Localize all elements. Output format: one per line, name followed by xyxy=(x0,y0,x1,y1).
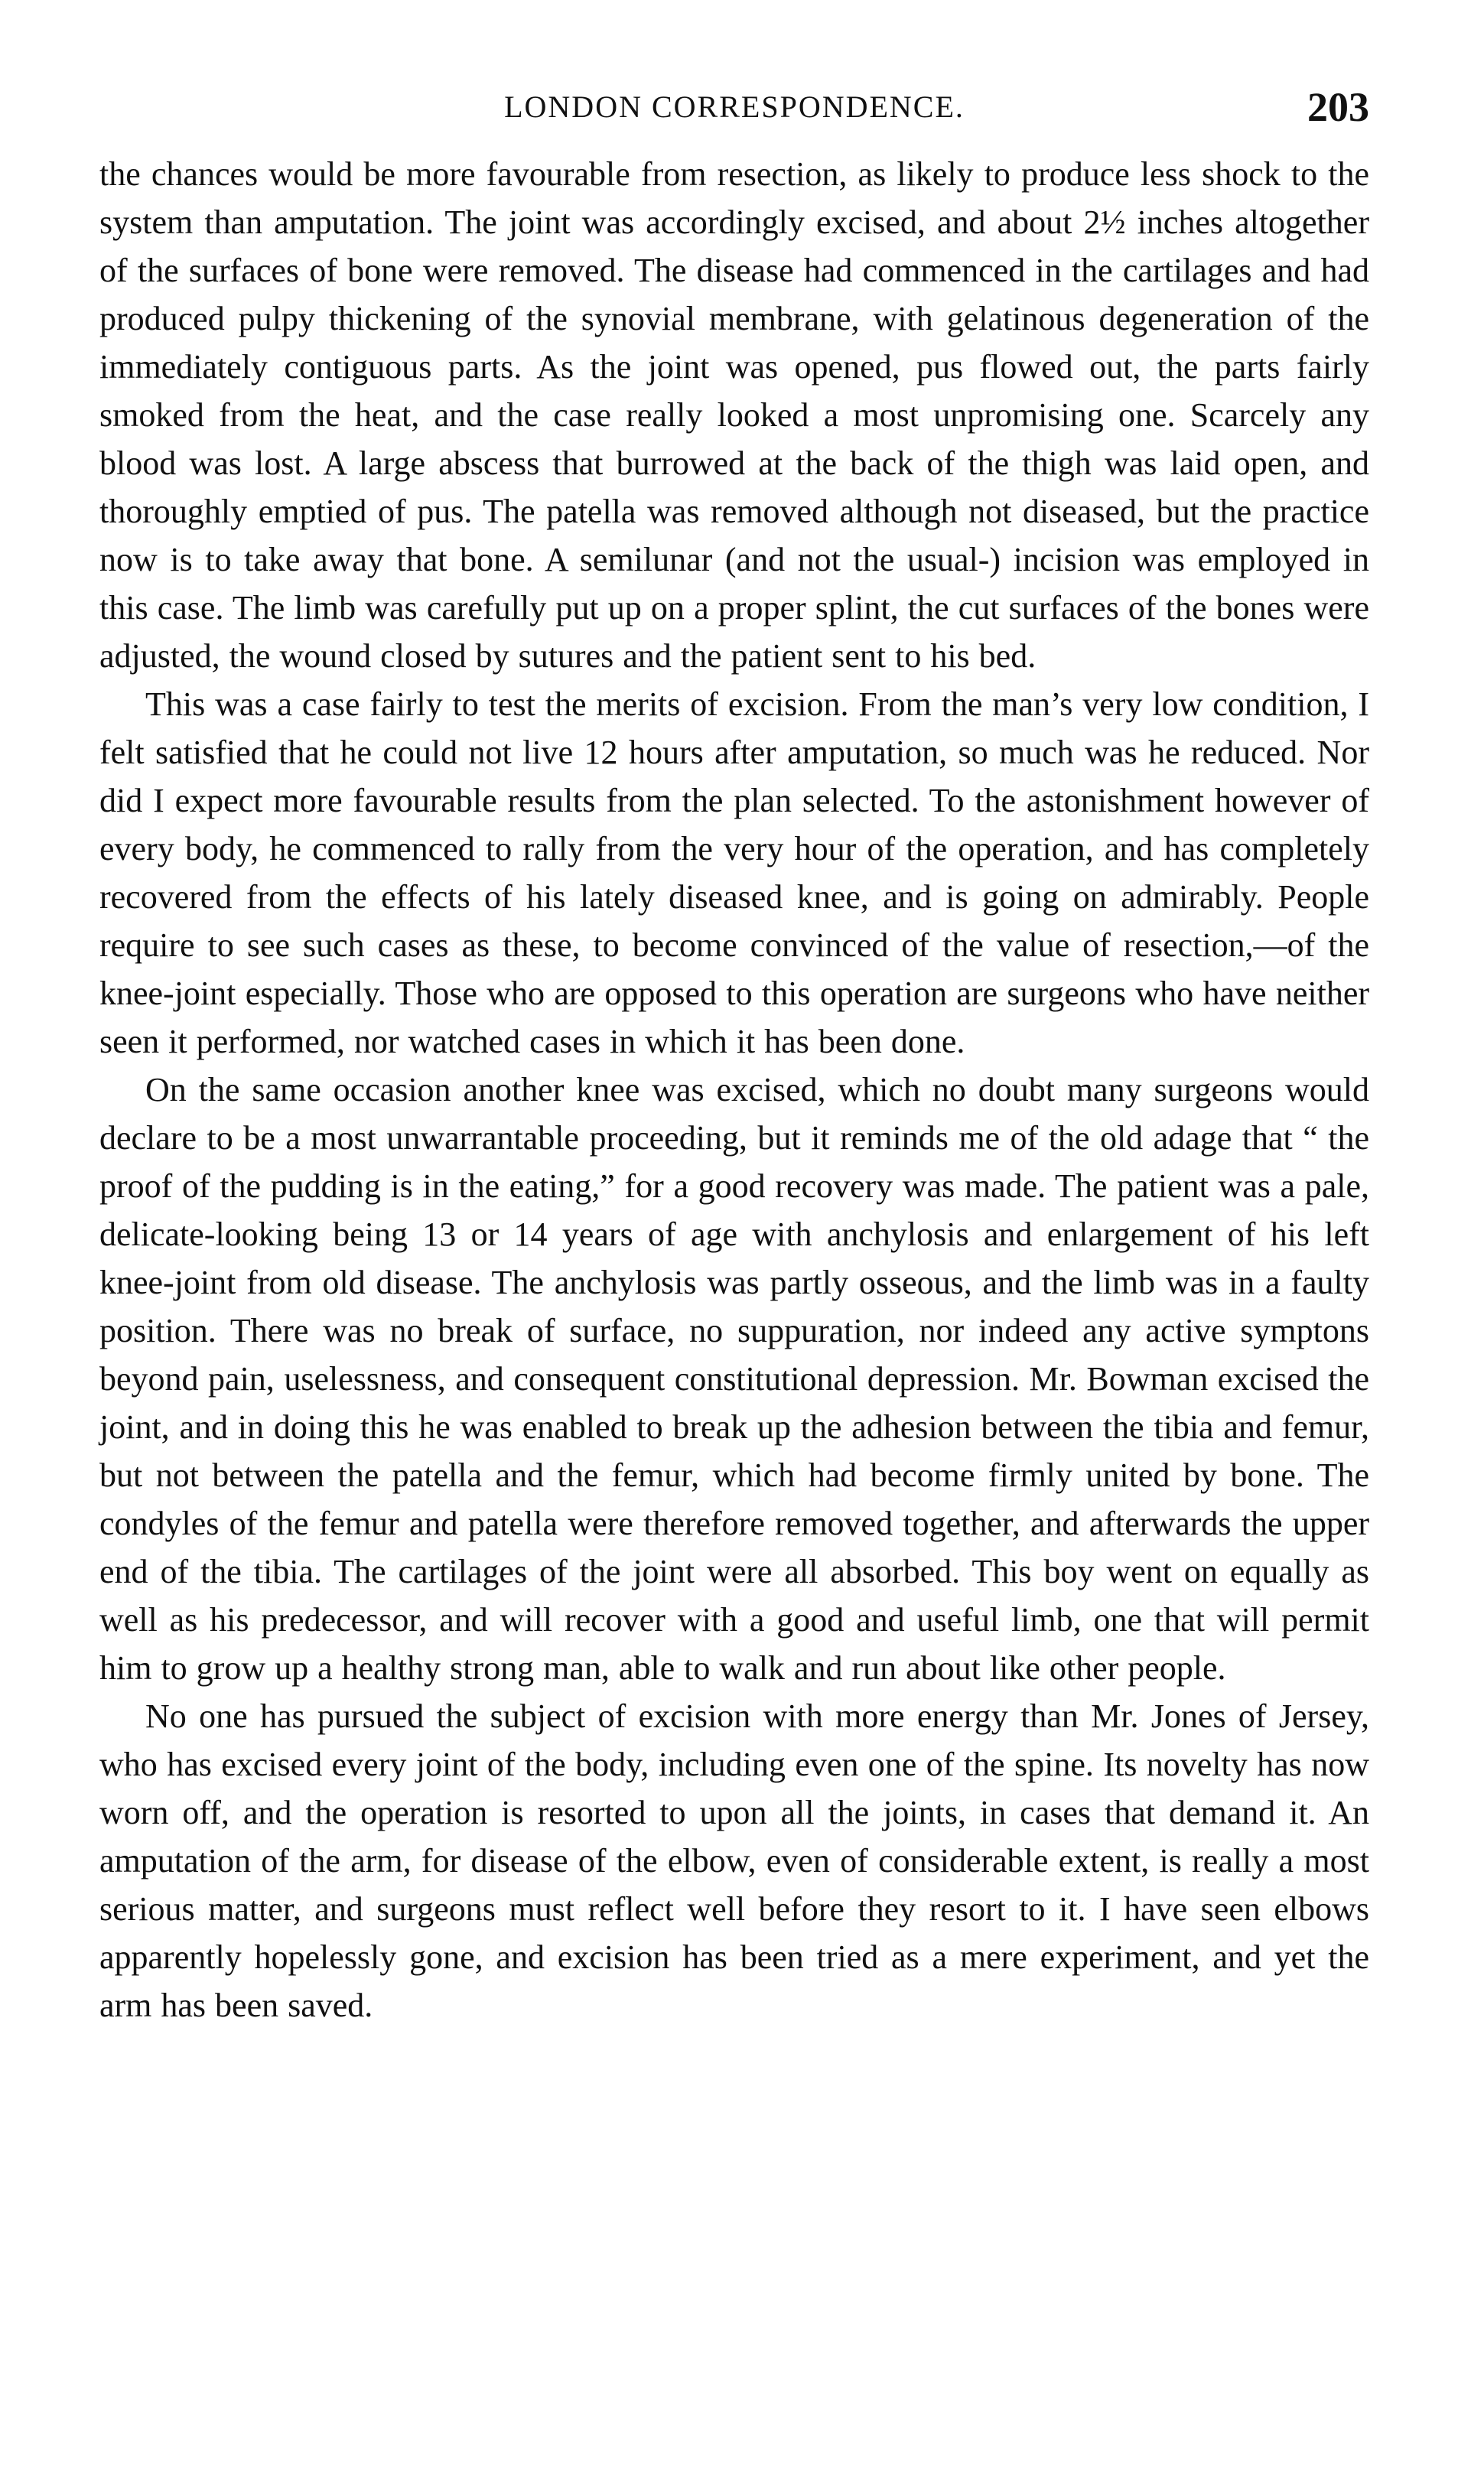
paragraph: No one has pursued the subject of excision with more energy than Mr. Jones of Jersey, who has excised every joint of the body, including even one of the spine. Its novelty has now worn off, and the operation is resorted to upon all the joints, in cases that demand it. An amputation of the arm, for disease of the elbow, even of considerable extent, is really a most serious matter, and surgeons must reflect well before they resort to it. I have seen elbows apparently hopelessly gone, and excision has been tried as a mere experiment, and yet the arm has been saved. xyxy=(99,1697,1369,2024)
running-title: LONDON CORRESPONDENCE. xyxy=(504,90,965,124)
page-number: 203 xyxy=(1307,84,1369,130)
paragraph-continued: the chances would be more favourable from resection, as likely to produce less shock to the system than amputation. The joint was accordingly excised, and about 2½ inches altogether of the surfaces of bone were removed. The disease had commenced in the cartilages and had produced pulpy thickening of the synovial membrane, with gelatinous degeneration of the immediately contiguous parts. As the joint was opened, pus flowed out, the parts fairly smoked from the heat, and the case really looked a most unpromising one. Scarcely any blood was lost. A large abscess that burrowed at the back of the thigh was laid open, and thoroughly emptied of pus. The patella was removed although not diseased, but the practice now is to take away that bone. A semilunar (and not the usual-) incision was employed in this case. The limb was carefully put up on a proper splint, the cut surfaces of the bones were adjusted, the wound closed by sutures and the patient sent to his bed. xyxy=(99,155,1369,675)
page-header xyxy=(99,76,1369,138)
paragraph: This was a case fairly to test the merits of excision. From the man’s very low condition, I felt satisfied that he could not live 12 hours after amputation, so much was he reduced. Nor did I expect more favourable results from the plan selected. To the astonishment however of every body, he commenced to rally from the very hour of the operation, and has completely recovered from the effects of his lately diseased knee, and is going on admirably. People require to see such cases as these, to become convinced of the value of resection,—of the knee-joint especially. Those who are opposed to this operation are surgeons who have neither seen it performed, nor watched cases in which it has been done. xyxy=(99,685,1369,1060)
body-text xyxy=(99,150,1369,2029)
paragraph: On the same occasion another knee was excised, which no doubt many surgeons would declare to be a most unwarrantable proceeding, but it reminds me of the old adage that “ the proof of the pudding is in the eating,” for a good recovery was made. The patient was a pale, delicate-looking being 13 or 14 years of age with anchylosis and enlargement of his left knee-joint from old disease. The anchylosis was partly osseous, and the limb was in a faulty position. There was no break of surface, no suppuration, nor indeed any active symptons beyond pain, uselessness, and consequent constitutional depression. Mr. Bowman excised the joint, and in doing this he was enabled to break up the adhesion between the tibia and femur, but not between the patella and the femur, which had become firmly united by bone. The condyles of the femur and patella were therefore removed together, and afterwards the upper end of the tibia. The cartilages of the joint were all absorbed. This boy went on equally as well as his predecessor, and will recover with a good and useful limb, one that will permit him to grow up a healthy strong man, able to walk and run about like other people. xyxy=(99,1071,1369,1687)
